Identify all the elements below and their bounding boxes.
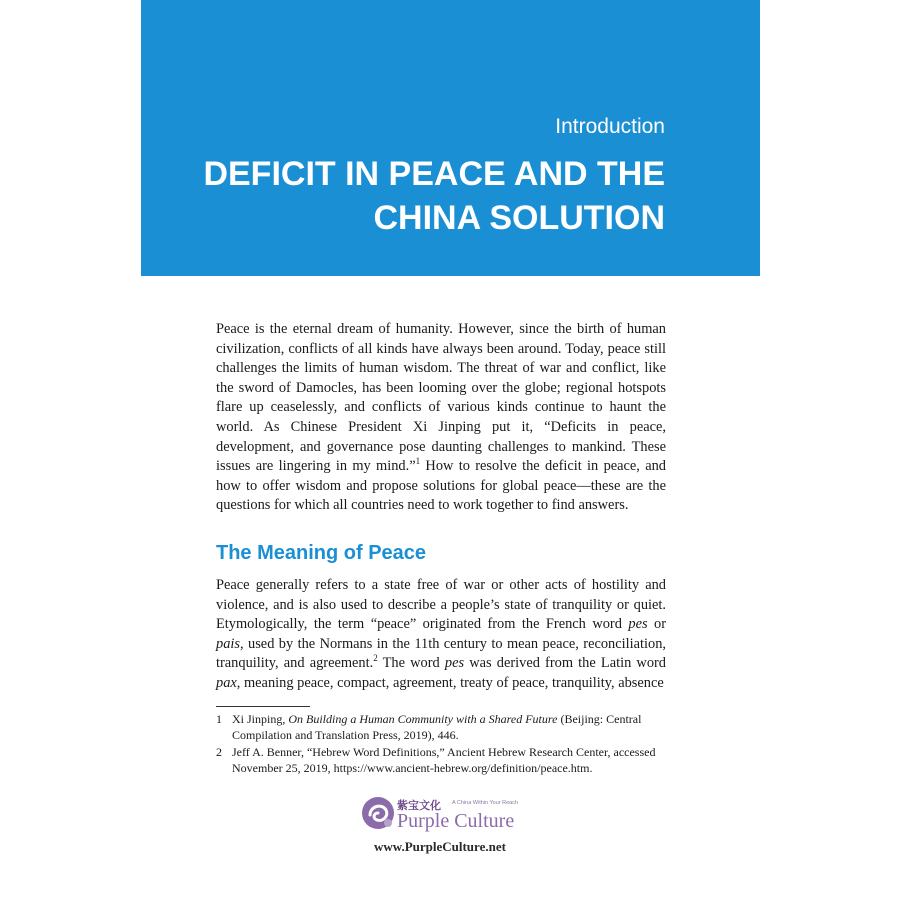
footnote-number: 1 <box>216 712 222 726</box>
watermark-url[interactable]: www.PurpleCulture.net <box>374 839 506 854</box>
footnote-list <box>216 712 668 778</box>
footnote-divider <box>216 706 310 707</box>
watermark-brand: Purple Culture <box>397 810 515 832</box>
footnote-number: 2 <box>216 745 222 759</box>
term-pais: pais <box>216 635 240 652</box>
purple-culture-logo-icon <box>360 793 396 833</box>
intro-text-part-2: How to resolve the deficit in peace, and how to offer wisdom and propose solutions for global peace—these are the questions for which all countries need to work together to find answers. <box>216 458 666 514</box>
section-heading: The Meaning of Peace <box>216 542 427 564</box>
watermark <box>360 793 550 861</box>
chapter-header-band <box>141 0 760 276</box>
footnote-ref-2[interactable]: 2 <box>373 653 378 664</box>
intro-text-part-1: Peace is the eternal dream of humanity. However, since the birth of human civilization, conflicts of all kinds have always been around. Today, peace still challenges the limits of human wisdom. The threat of war and conflict, like the sword of Damocles, has been looming over the globe; regional hotspots flare up ceaselessly, and conflicts of various kinds continue to haunt the world. As Chinese President Xi Jinping put it, “Deficits in peace, development, and governance pose daunting challenges to mankind. These issues are lingering in my mind.” <box>216 321 666 475</box>
footnote-publication: (Beijing: Central Compilation and Translation Press, 2019), 446. <box>232 712 642 742</box>
footnote-author: Xi Jinping, <box>232 712 289 726</box>
watermark-tagline: A China Within Your Reach <box>452 800 519 806</box>
footnote-text: Jeff A. Benner, “Hebrew Word Definitions,” Ancient Hebrew Research Center, accessed November 25, 2019, https://www.ancient-hebrew.org/definition/peace.htm. <box>232 745 656 775</box>
section-paragraph <box>216 576 666 694</box>
chapter-label: Introduction <box>555 115 665 138</box>
chapter-title-line-1: DEFICIT IN PEACE AND THE <box>203 155 665 193</box>
term-pax: pax <box>216 674 237 691</box>
section-text-part-4: The word <box>377 655 445 672</box>
footnote-1 <box>216 712 668 743</box>
intro-paragraph <box>216 320 666 516</box>
section-text-part-6: , meaning peace, compact, agreement, treaty of peace, tranquility, absence <box>236 674 664 691</box>
term-pes: pes <box>628 616 648 633</box>
section-text-part-2: or <box>647 616 667 633</box>
footnote-book-title: On Building a Human Community with a Shared Future <box>288 712 558 726</box>
section-text-part-3: , used by the Normans in the 11th century to mean peace, reconciliation, tranquility, and agreement. <box>216 635 666 672</box>
chapter-title-line-2: CHINA SOLUTION <box>373 199 665 237</box>
footnote-ref-1[interactable]: 1 <box>415 456 421 467</box>
chapter-title <box>125 152 665 240</box>
footnote-2 <box>216 745 668 776</box>
section-text-part-5: was derived from the Latin word <box>464 655 667 672</box>
section-text-part-1: Peace generally refers to a state free of war or other acts of hostility and violence, and is also used to describe a people’s state of tranquility or quiet. Etymologically, the term “peace” originated from the French word <box>216 577 666 633</box>
watermark-chinese-name: 紫宝文化 <box>397 799 441 812</box>
term-pes-2: pes <box>444 655 465 672</box>
